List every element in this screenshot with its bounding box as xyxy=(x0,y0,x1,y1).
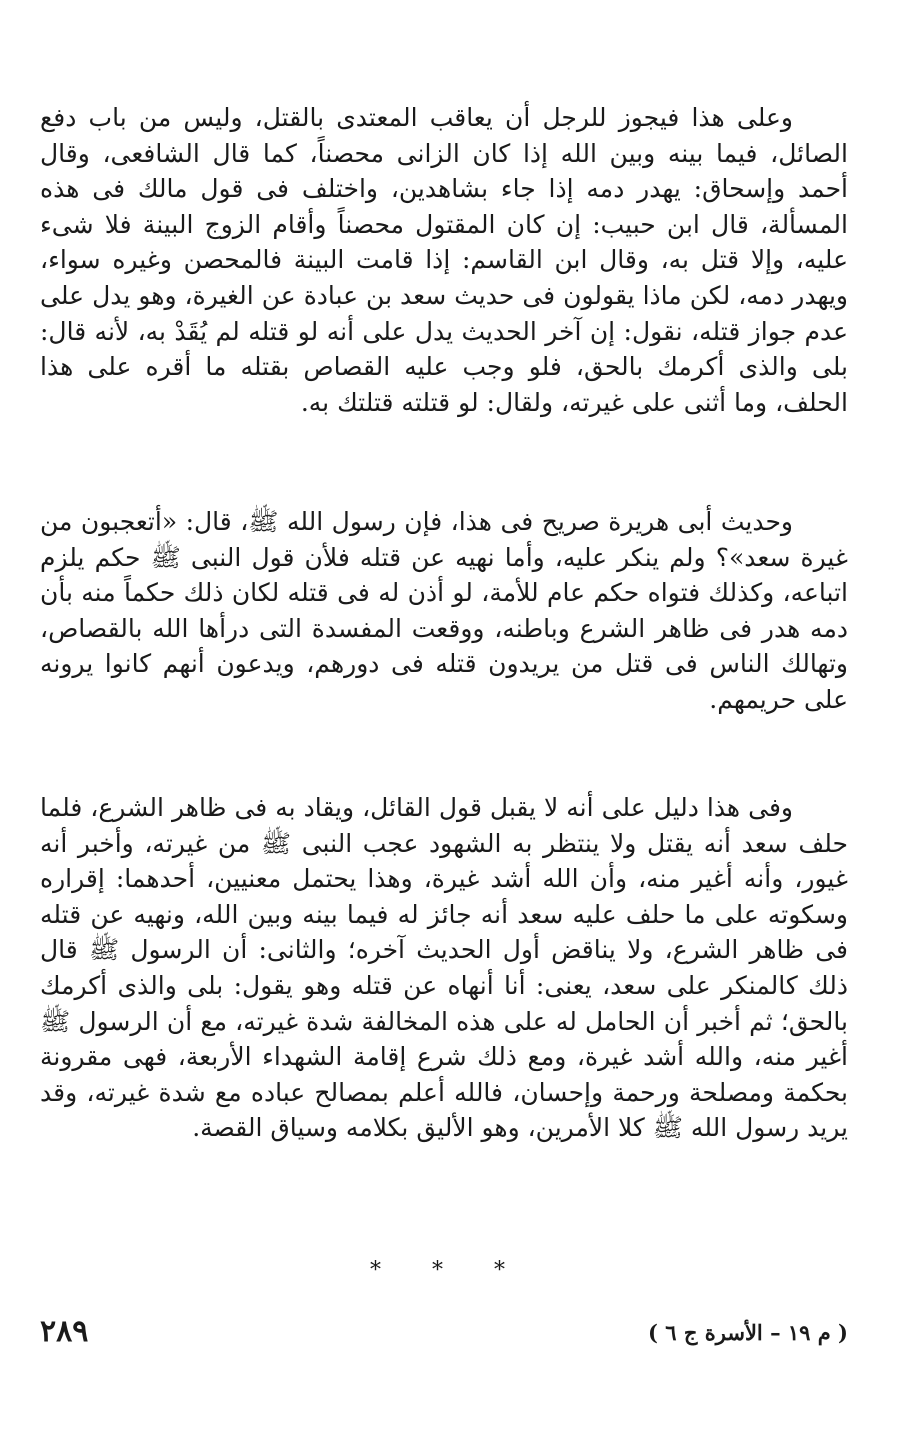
page-footer xyxy=(40,1314,848,1358)
section-separator: * * * xyxy=(370,1258,527,1283)
page-number: ٢٨٩ xyxy=(40,1314,89,1349)
paragraph-1: وعلى هذا فيجوز للرجل أن يعاقب المعتدى بالقتل، وليس من باب دفع الصائل، فيما بينه وبين الله إذا كان الزانى محصناً، كما قال الشافعى، وقال أحمد وإسحاق: يهدر دمه إذا جاء بشاهدين، واختلف فى قول مالك فى هذه المسألة، قال ابن حبيب: إن كان المقتول محصناً وأقام الزوج البينة فلا شىء عليه، وإلا قتل به، وقال ابن القاسم: إذا قامت البينة فالمحصن وغيره سواء، ويهدر دمه، لكن ماذا يقولون فى حديث سعد بن عبادة عن الغيرة، وهو يدل على عدم جواز قتله، نقول: إن آخر الحديث يدل على أنه لو قتله لم يُقَدْ به، لأنه قال: بلى والذى أكرمك بالحق، فلو وجب عليه القصاص بقتله ما أقره على هذا الحلف، وما أثنى على غيرته، ولقال: لو قتلته قتلتك به. xyxy=(40,103,848,417)
paragraph-3: وفى هذا دليل على أنه لا يقبل قول القائل، ويقاد به فى ظاهر الشرع، فلما حلف سعد أنه يقتل ولا ينتظر به الشهود عجب النبى ﷺ من غيرته، وأخبر أنه غيور، وأنه أغير منه، وأن الله أشد غيرة، وهذا يحتمل معنيين، أحدهما: إقراره وسكوته على ما حلف عليه سعد أنه جائز له فيما بينه وبين الله، ونهيه عن قتله فى ظاهر الشرع، ولا يناقض أول الحديث آخره؛ والثانى: أن الرسول ﷺ قال ذلك كالمنكر على سعد، يعنى: أنا أنهاه عن قتله وهو يقول: بلى والذى أكرمك بالحق؛ ثم أخبر أن الحامل له على هذه المخالفة شدة غيرته، مع أن الرسول ﷺ أغير منه، والله أشد غيرة، ومع ذلك شرع إقامة الشهداء الأربعة، فهى مقرونة بحكمة ومصلحة ورحمة وإحسان، فالله أعلم بمصالح عباده مع شدة غيرته، وقد يريد رسول الله ﷺ كلا الأمرين، وهو الأليق بكلامه وسياق القصة. xyxy=(40,793,848,1143)
page-body xyxy=(40,100,848,1146)
paragraph-2: وحديث أبى هريرة صريح فى هذا، فإن رسول الله ﷺ، قال: «أتعجبون من غيرة سعد»؟ ولم ينكر عليه، وأما نهيه عن قتله فلأن قول النبى ﷺ حكم يلزم اتباعه، وكذلك فتواه حكم عام للأمة، لو أذن له فى قتله لكان ذلك حكماً منه بأن دمه هدر فى ظاهر الشرع وباطنه، ووقعت المفسدة التى درأها الله بالقصاص، وتهالك الناس فى قتل من يريدون قتله فى دورهم، ويدعون أنهم كانوا يرونه على حريمهم. xyxy=(40,507,848,714)
footer-reference: ( م ١٩ – الأسرة ج ٦ ) xyxy=(648,1320,848,1345)
